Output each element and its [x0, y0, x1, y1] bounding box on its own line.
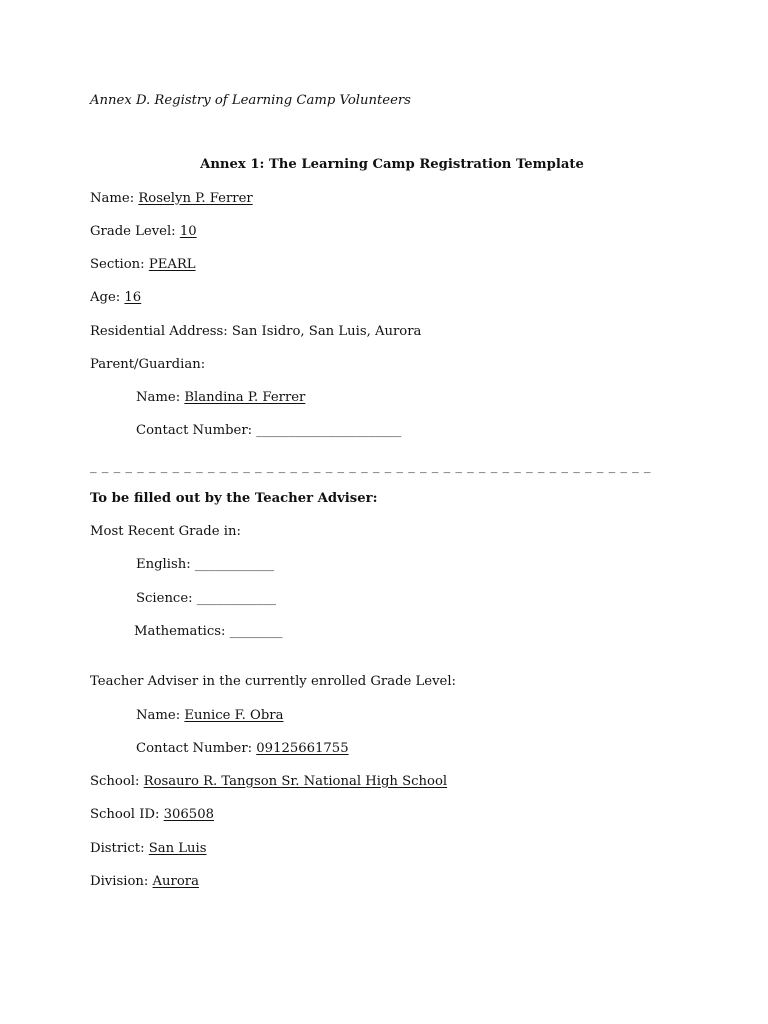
form-title: Annex 1: The Learning Camp Registration Template [200, 157, 584, 172]
student-name-label: Name: [90, 191, 135, 206]
age-label: Age: [90, 290, 121, 305]
adviser-contact-value: 09125661755 [256, 741, 349, 756]
mathematics-grade-row [134, 623, 282, 641]
mathematics-blank: ________ [229, 624, 283, 639]
adviser-name-label: Name: [136, 708, 181, 723]
section-label: Section: [90, 257, 145, 272]
adviser-contact-label: Contact Number: [136, 741, 253, 756]
english-grade-row [136, 556, 274, 574]
english-blank: ____________ [194, 557, 275, 572]
annex-title: Annex D. Registry of Learning Camp Volunteers [90, 93, 411, 108]
school-label: School: [90, 774, 140, 789]
grade-level-row [90, 223, 197, 241]
guardian-name-label: Name: [136, 390, 181, 405]
district-value: San Luis [148, 841, 207, 856]
school-row [90, 773, 447, 791]
english-label: English: [136, 557, 191, 572]
residential-address: Residential Address: San Isidro, San Luis, Aurora [90, 324, 422, 339]
adviser-name-value: Eunice F. Obra [184, 708, 284, 723]
school-value: Rosauro R. Tangson Sr. National High School [143, 774, 448, 789]
district-row [90, 840, 207, 858]
science-label: Science: [136, 591, 193, 606]
section-value: PEARL [148, 257, 196, 272]
recent-grade-heading: Most Recent Grade in: [90, 524, 241, 539]
teacher-adviser-heading: To be filled out by the Teacher Adviser: [90, 491, 378, 506]
separator-line: _ _ _ _ _ _ _ _ _ _ _ _ _ _ _ _ _ _ _ _ _ _ _ _ _ _ _ _ _ _ _ _ _ _ _ _ _ _ _ _ _ _ _ _ _ _ _ _ [90, 459, 652, 474]
section-row [90, 256, 196, 274]
parent-guardian-heading: Parent/Guardian: [90, 357, 206, 372]
age-value: 16 [124, 290, 142, 305]
school-id-row [90, 806, 214, 824]
division-value: Aurora [152, 874, 199, 889]
grade-level-label: Grade Level: [90, 224, 176, 239]
school-id-label: School ID: [90, 807, 160, 822]
science-grade-row [136, 590, 276, 608]
guardian-contact-label: Contact Number: [136, 423, 253, 438]
school-id-value: 306508 [163, 807, 214, 822]
adviser-enrolled-heading: Teacher Adviser in the currently enrolled Grade Level: [90, 674, 456, 689]
student-name-value: Roselyn P. Ferrer [138, 191, 253, 206]
age-row [90, 289, 141, 307]
grade-level-value: 10 [179, 224, 197, 239]
guardian-name-value: Blandina P. Ferrer [184, 390, 306, 405]
mathematics-label: Mathematics: [134, 624, 226, 639]
adviser-contact-row [136, 740, 349, 758]
division-row [90, 873, 199, 891]
adviser-name-row [136, 707, 283, 725]
guardian-name-row [136, 389, 305, 407]
student-name-row [90, 190, 253, 208]
guardian-contact-blank: ______________________ [256, 423, 402, 438]
guardian-contact-row [136, 422, 401, 440]
science-blank: ____________ [196, 591, 276, 606]
division-label: Division: [90, 874, 149, 889]
district-label: District: [90, 841, 145, 856]
